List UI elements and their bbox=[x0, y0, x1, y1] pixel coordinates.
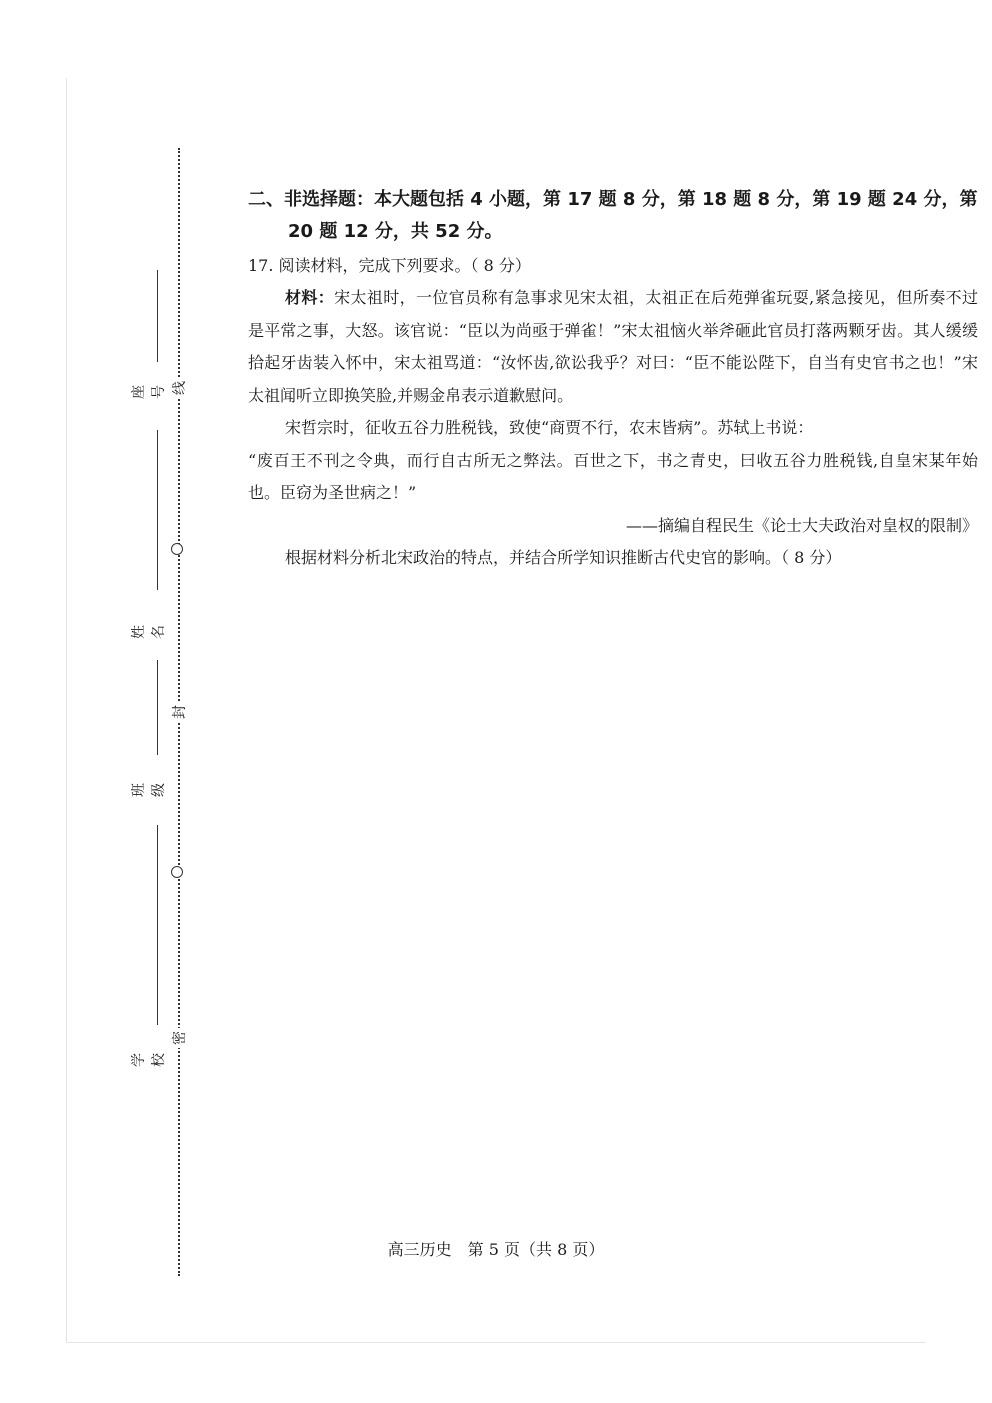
scan-edge-left bbox=[66, 78, 67, 1343]
material-label: 材料： bbox=[285, 288, 335, 307]
binding-hole-upper bbox=[171, 543, 183, 555]
field-line-seat-number bbox=[157, 270, 158, 362]
seal-word-secret: 密 bbox=[170, 1028, 190, 1048]
material-paragraph-1-text: 宋太祖时，一位官员称有急事求见宋太祖，太祖正在后苑弹雀玩耍,紧急接见，但所奏不过是平常之事，大怒。该官说：“臣以为尚亟于弹雀！”宋太祖恼火举斧砸此官员打落两颗牙齿。其人缓缓拾起牙齿装入怀中，宋太祖骂道：“汝怀齿,欲讼我乎？对曰：“臣不能讼陛下，自当有史官书之也！”宋太祖闻听立即换笑脸,并赐金帛表示道歉慰问。 bbox=[248, 288, 978, 405]
field-line-name bbox=[157, 430, 158, 590]
question-task: 根据材料分析北宋政治的特点，并结合所学知识推断古代史官的影响。（ 8 分） bbox=[285, 547, 842, 567]
material-paragraph-1 bbox=[248, 282, 978, 412]
field-label-school: 学校 bbox=[131, 1053, 167, 1067]
material-paragraph-2: 宋哲宗时，征收五谷力胜税钱，致使“商贾不行，农末皆病”。苏轼上书说： bbox=[285, 418, 814, 437]
seal-word-line: 线 bbox=[170, 378, 190, 398]
field-label-name: 姓名 bbox=[131, 625, 167, 639]
field-label-class: 班级 bbox=[131, 783, 167, 797]
seal-word-seal: 封 bbox=[170, 702, 190, 722]
field-line-school bbox=[157, 825, 158, 1025]
material-quote: “废百王不刊之令典，而行自古所无之弊法。百世之下，书之青史，曰收五谷力胜税钱,自皇宋某年始也。臣窃为圣世病之！” bbox=[248, 450, 978, 502]
page-footer: 高三历史 第 5 页（共 8 页） bbox=[387, 1240, 605, 1259]
binding-hole-lower bbox=[171, 866, 183, 878]
question-stem: 17. 阅读材料，完成下列要求。（ 8 分） bbox=[248, 256, 531, 275]
scan-edge-bottom bbox=[66, 1342, 926, 1343]
field-label-seat-number: 座号 bbox=[131, 385, 167, 399]
question-content bbox=[248, 184, 978, 574]
section-heading: 二、非选择题：本大题包括 4 小题，第 17 题 8 分，第 18 题 8 分，第 19 题 24 分，第 20 题 12 分，共 52 分。 bbox=[248, 189, 978, 242]
field-line-class bbox=[157, 660, 158, 755]
material-source: ——摘编自程民生《论士大夫政治对皇权的限制》 bbox=[625, 515, 978, 535]
